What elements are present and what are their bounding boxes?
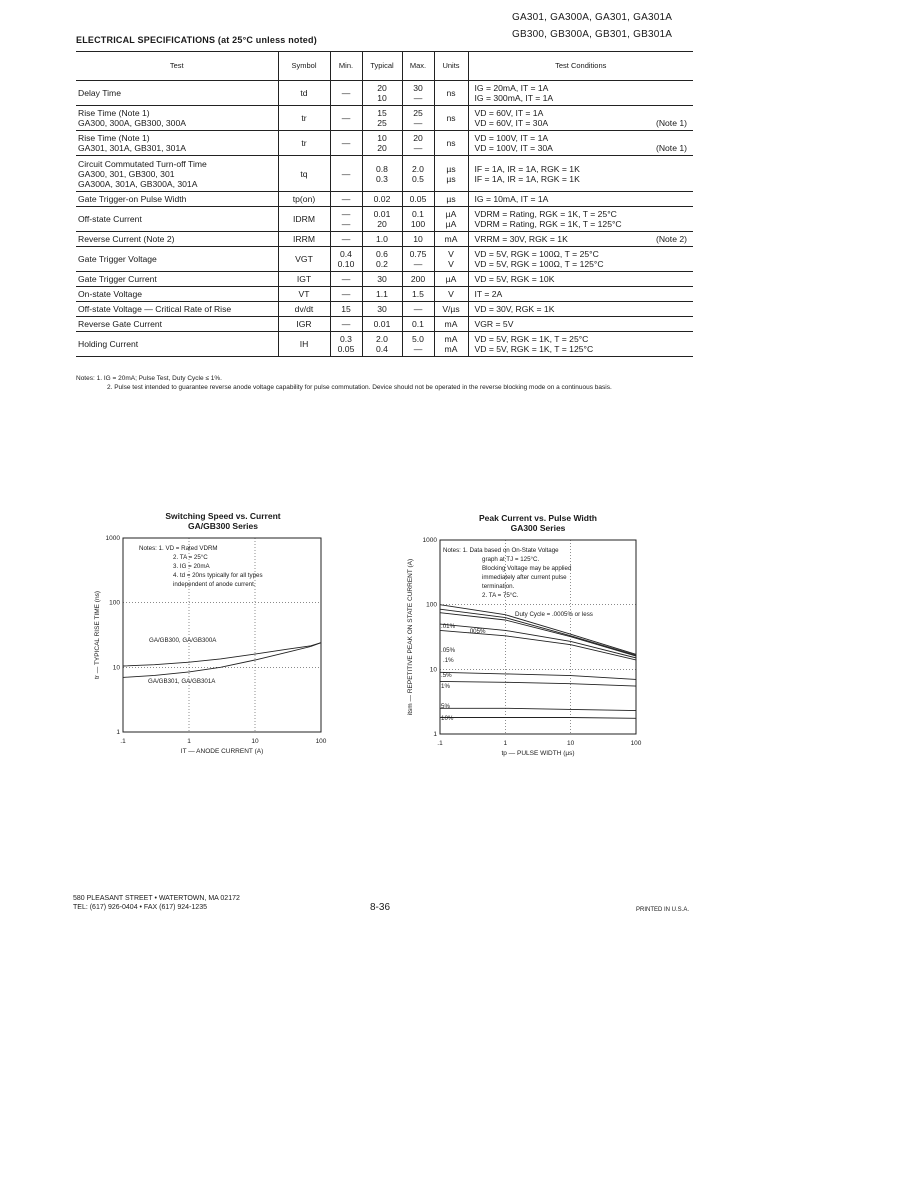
col-header-test-conditions: Test Conditions: [468, 52, 693, 81]
cell-symbol: IGR: [278, 317, 330, 332]
typ-value: 30: [377, 304, 387, 314]
chart-note: independent of anode current.: [173, 581, 256, 588]
condition: VGR = 5V: [474, 319, 514, 329]
units-value: µs: [446, 194, 456, 204]
max-value: 10: [413, 234, 423, 244]
condition: IG = 20mA, IT = 1A: [474, 83, 549, 93]
condition: VD = 5V, RGK = 1K, T = 125°C: [474, 344, 594, 354]
typ-value: 0.01: [373, 319, 391, 329]
chart-1-title-text: Switching Speed vs. Current: [165, 511, 281, 521]
min-value: —: [341, 113, 351, 123]
units-value: mA: [444, 234, 458, 244]
max-value: 0.05: [409, 194, 427, 204]
min-value: —: [341, 274, 351, 284]
min-value: 15: [341, 304, 351, 314]
max-value: —: [413, 304, 423, 314]
max-value: 30: [413, 83, 423, 93]
cell-symbol: tp(on): [278, 192, 330, 207]
typ-value: 0.3: [376, 173, 388, 184]
min-value: —: [341, 209, 351, 219]
test-name: Holding Current: [78, 339, 139, 349]
x-tick-label: 10: [251, 738, 259, 745]
typ-value: 0.8: [376, 163, 388, 174]
cell-symbol: IGT: [278, 272, 330, 287]
typ-value: 30: [377, 274, 387, 284]
max-value: 0.5: [412, 173, 424, 184]
series-label: 1%: [441, 683, 450, 690]
cell-symbol: td: [278, 81, 330, 106]
units-value: V: [448, 259, 454, 269]
col-header-test: Test: [76, 52, 278, 81]
chart-note: Notes: 1. VD = Rated VDRM: [139, 545, 218, 552]
y-tick-label: 10: [112, 664, 120, 672]
series-line: [440, 708, 636, 710]
units-value: µs: [446, 163, 456, 174]
cell-symbol: IRRM: [278, 232, 330, 247]
chart-note: immediately after current pulse: [482, 574, 567, 581]
test-name: Reverse Current (Note 2): [78, 234, 175, 244]
cell-symbol: VGT: [278, 247, 330, 272]
min-value: —: [341, 234, 351, 244]
typ-value: 20: [377, 83, 387, 93]
units-value: mA: [444, 334, 458, 344]
chart-1-subtitle: GA/GB300 Series: [188, 520, 258, 531]
max-value: 2.0: [412, 163, 424, 174]
series-label: .01%: [441, 623, 456, 630]
part-numbers-line-2: GB300, GB300A, GB301, GB301A: [512, 29, 673, 40]
typ-value: 1.0: [376, 234, 388, 244]
condition: IF = 1A, IR = 1A, RGK = 1K: [474, 163, 580, 174]
series-label: .05%: [441, 647, 456, 654]
typ-value: 0.02: [373, 194, 391, 204]
min-value: 0.3: [340, 334, 352, 344]
max-value: 100: [410, 219, 426, 229]
min-value: —: [341, 138, 351, 148]
x-tick-label: 100: [630, 740, 642, 747]
min-value: —: [341, 88, 351, 98]
test-name: Delay Time: [78, 88, 121, 98]
max-value: —: [413, 259, 423, 269]
max-value: 0.1: [412, 209, 424, 219]
min-value: 0.10: [337, 259, 355, 269]
col-header-units: Units: [434, 52, 468, 81]
units-value: V: [448, 249, 454, 259]
series-label: 5%: [441, 703, 450, 710]
max-value: 20: [413, 133, 423, 143]
units-value: µA: [445, 219, 457, 229]
max-value: —: [413, 143, 423, 153]
min-value: —: [341, 289, 351, 299]
x-tick-label: 10: [567, 740, 575, 747]
series-label: .005%: [468, 628, 486, 635]
condition: VD = 100V, IT = 1A: [474, 133, 549, 143]
test-name: GA301, 301A, GB301, 301A: [78, 143, 186, 153]
max-value: 0.1: [412, 319, 424, 329]
chart-note: 2. TA = 75°C.: [482, 592, 519, 599]
typ-value: 0.4: [376, 344, 388, 354]
test-name: Gate Trigger-on Pulse Width: [78, 194, 187, 204]
y-tick-label: 1: [116, 729, 120, 736]
x-tick-label: 1: [503, 740, 508, 747]
condition: VD = 60V, IT = 30A (Note 1): [475, 118, 692, 128]
condition: VD = 5V, RGK = 100Ω, T = 125°C: [474, 259, 604, 269]
max-value: —: [413, 344, 423, 354]
chart-note: termination.: [482, 583, 515, 590]
test-name: GA300, 301, GB300, 301: [78, 168, 175, 179]
units-value: µA: [445, 209, 457, 219]
test-name: GA300A, 301A, GB300A, 301A: [78, 178, 198, 189]
condition: VDRM = Rating, RGK = 1K, T = 125°C: [474, 219, 622, 229]
chart-note: 4. td = 20ns typically for all types: [173, 572, 263, 579]
y-tick-label: 10: [429, 666, 437, 674]
chart-note: Blocking Voltage may be applied: [482, 565, 572, 572]
y-tick-label: 100: [109, 599, 120, 607]
section-title: ELECTRICAL SPECIFICATIONS (at 25°C unless noted): [76, 35, 317, 45]
y-axis-label: itsm — REPETITIVE PEAK ON STATE CURRENT (A): [407, 558, 414, 716]
printed-in: PRINTED IN U.S.A.: [636, 907, 690, 913]
x-tick-label: .1: [120, 738, 126, 745]
units-value: µs: [446, 173, 456, 184]
footer-address-line-2: TEL: (617) 926-0404 • FAX (617) 924-1235: [73, 903, 207, 911]
typ-value: 0.2: [376, 259, 388, 269]
cell-symbol: IH: [278, 332, 330, 357]
units-value: µA: [445, 274, 457, 284]
chart-2-subtitle: GA300 Series: [510, 522, 566, 533]
condition: VD = 5V, RGK = 100Ω, T = 25°C: [474, 249, 599, 259]
condition: VD = 5V, RGK = 1K, T = 25°C: [474, 334, 589, 344]
series-line: [440, 672, 636, 679]
condition: VD = 100V, IT = 30A (Note 1): [475, 143, 692, 153]
typ-value: 25: [377, 118, 387, 128]
typ-value: 2.0: [376, 334, 388, 344]
test-name: On-state Voltage: [78, 289, 143, 299]
cell-symbol: tr: [278, 106, 330, 131]
condition: VRRM = 30V, RGK = 1K (Note 2): [475, 234, 692, 244]
x-tick-label: .1: [437, 740, 443, 747]
min-value: —: [341, 168, 351, 179]
condition: VD = 5V, RGK = 10K: [474, 274, 555, 284]
page-number: 8-36: [370, 902, 391, 913]
chart-note: 2. TA = 25°C: [173, 554, 208, 561]
cell-symbol: IDRM: [278, 207, 330, 232]
series-label: GA/GB301, GA/GB301A: [148, 678, 216, 685]
max-value: 5.0: [412, 334, 424, 344]
condition-note: (Note 1): [655, 143, 687, 153]
series-label: .1%: [443, 657, 454, 664]
chart-note: 3. IG = 20mA: [173, 563, 210, 570]
typ-value: 10: [377, 133, 387, 143]
footer-address: [73, 895, 240, 912]
condition: VDRM = Rating, RGK = 1K, T = 25°C: [474, 209, 617, 219]
series-line: [440, 681, 636, 686]
cell-symbol: tq: [278, 156, 330, 192]
test-name: GA300, 300A, GB300, 300A: [78, 118, 186, 128]
note-1: Notes: 1. IG = 20mA; Pulse Test, Duty Cycle ≤ 1%.: [76, 375, 222, 382]
max-value: 25: [413, 108, 423, 118]
test-name: Circuit Commutated Turn-off Time: [78, 158, 207, 169]
test-name: Gate Trigger Current: [78, 274, 157, 284]
test-name: Reverse Gate Current: [78, 319, 163, 329]
x-tick-label: 100: [315, 738, 327, 745]
test-name: Off-state Current: [78, 214, 142, 224]
condition-note: (Note 2): [655, 234, 687, 244]
min-value: 0.05: [337, 344, 355, 354]
typ-value: 15: [377, 108, 387, 118]
min-value: —: [341, 219, 351, 229]
typ-value: 20: [377, 219, 387, 229]
cell-symbol: tr: [278, 131, 330, 156]
y-tick-label: 100: [426, 601, 437, 609]
condition: IG = 10mA, IT = 1A: [474, 194, 549, 204]
y-tick-label: 1: [433, 731, 437, 738]
max-value: —: [413, 93, 423, 103]
max-value: 200: [410, 274, 426, 284]
test-name: Gate Trigger Voltage: [78, 254, 157, 264]
typ-value: 0.01: [373, 209, 391, 219]
condition-note: (Note 1): [655, 118, 687, 128]
max-value: 0.75: [409, 249, 427, 259]
col-header-symbol: Symbol: [278, 52, 330, 81]
x-axis-label: IT — ANODE CURRENT (A): [180, 748, 264, 755]
condition: IT = 2A: [474, 289, 503, 299]
col-header-max: Max.: [402, 52, 434, 81]
max-value: 1.5: [412, 289, 424, 299]
part-numbers-line-1: GA301, GA300A, GA301, GA301A: [512, 12, 673, 23]
chart-note: graph at TJ = 125°C.: [482, 556, 540, 563]
series-line: [440, 718, 636, 719]
col-header-typical: Typical: [362, 52, 402, 81]
y-axis-label: tr — TYPICAL RISE TIME (ns): [94, 590, 101, 680]
series-label: GA/GB300, GA/GB300A: [149, 637, 217, 644]
series-label: 10%: [441, 715, 454, 722]
condition: IF = 1A, IR = 1A, RGK = 1K: [474, 173, 580, 184]
y-tick-label: 1000: [105, 535, 120, 542]
units-value: ns: [446, 138, 456, 148]
typ-value: 20: [377, 143, 387, 153]
x-axis-label: tp — PULSE WIDTH (µs): [501, 750, 575, 757]
units-value: mA: [444, 319, 458, 329]
min-value: —: [341, 319, 351, 329]
series-label: Duty Cycle = .0005% or less: [515, 611, 593, 618]
typ-value: 1.1: [376, 289, 388, 299]
chart-note: Notes: 1. Data based on On-State Voltage: [443, 547, 559, 554]
max-value: —: [413, 118, 423, 128]
typ-value: 0.6: [376, 249, 388, 259]
y-tick-label: 1000: [422, 537, 437, 544]
test-name: Off-state Voltage — Critical Rate of Rise: [78, 304, 232, 314]
test-name: Rise Time (Note 1): [78, 108, 150, 118]
condition: VD = 60V, IT = 1A: [474, 108, 544, 118]
units-value: ns: [446, 88, 456, 98]
min-value: —: [341, 194, 351, 204]
units-value: V/µs: [442, 304, 460, 314]
condition: VD = 30V, RGK = 1K: [474, 304, 555, 314]
cell-symbol: dv/dt: [278, 302, 330, 317]
chart-2-title-text: Peak Current vs. Pulse Width: [478, 513, 597, 523]
condition: IG = 300mA, IT = 1A: [474, 93, 554, 103]
typ-value: 10: [377, 93, 387, 103]
min-value: 0.4: [340, 249, 352, 259]
series-label: .5%: [441, 672, 452, 679]
units-value: mA: [444, 344, 458, 354]
units-value: V: [448, 289, 454, 299]
col-header-min: Min.: [330, 52, 362, 81]
note-2: 2. Pulse test intended to guarantee reverse anode voltage capability for pulse commutation. Device should not be operated in the reverse blocking mode on a continuous basis.: [107, 384, 612, 391]
cell-symbol: VT: [278, 287, 330, 302]
footer-address-line-1: 580 PLEASANT STREET • WATERTOWN, MA 02172: [73, 895, 240, 902]
units-value: ns: [446, 113, 456, 123]
test-name: Rise Time (Note 1): [78, 133, 150, 143]
x-tick-label: 1: [187, 738, 191, 745]
